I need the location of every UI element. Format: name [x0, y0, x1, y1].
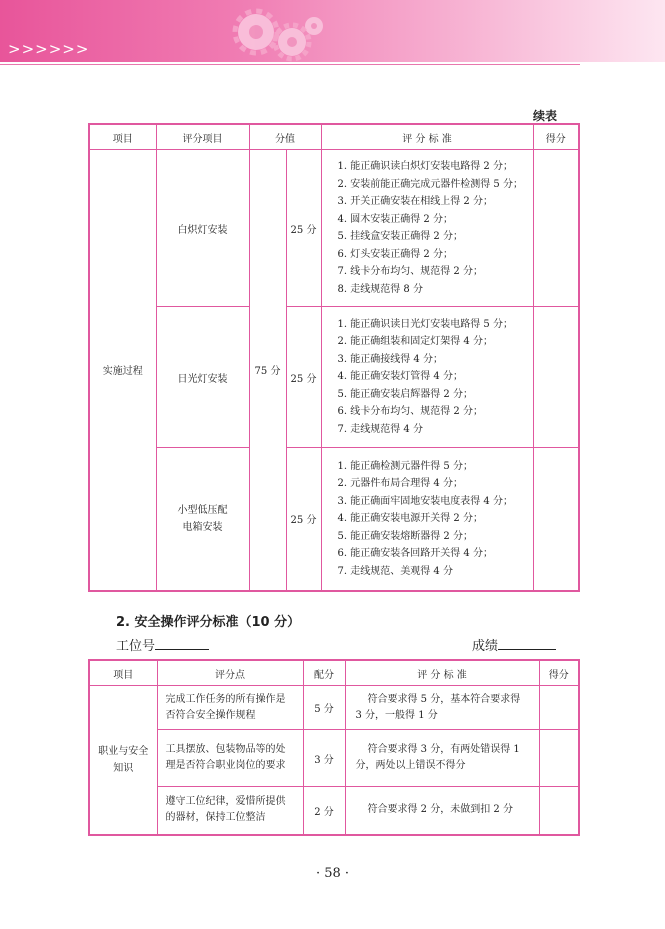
result-label: 成绩: [471, 639, 498, 654]
criteria-line: 6. 能正确安装各回路开关得 4 分；: [337, 548, 493, 559]
criteria-line: 2. 元器件布局合理得 4 分；: [337, 478, 463, 489]
criteria-cell: [321, 448, 533, 591]
criteria-line: 1. 能正确检测元器件得 5 分；: [337, 460, 473, 472]
table-row: [89, 150, 579, 307]
criteria-cell: [321, 307, 533, 448]
criteria-line: 1. 能正确识读白炽灯安装电路得 2 分；: [337, 161, 513, 172]
worker-id-label: 工位号: [116, 639, 156, 654]
point-cell: 遵守工位纪律，爱惜所提供的器材，保持工位整洁: [157, 787, 303, 835]
criteria-line: 5. 能正确安装启辉器得 2 分；: [337, 388, 473, 400]
table-row: [89, 448, 579, 591]
score-entry-cell[interactable]: [539, 730, 579, 787]
project-line: 知识: [113, 762, 134, 774]
table-header-row: [89, 124, 579, 150]
col-header-criteria: 评 分 标 准: [321, 124, 533, 150]
worker-id-blank[interactable]: [155, 635, 209, 650]
page-number: · 58 ·: [315, 866, 350, 881]
criteria-cell: [321, 150, 533, 307]
criteria-line: 2. 能正确组装和固定灯架得 4 分；: [337, 336, 493, 348]
criteria-line: 1. 能正确识读日光灯安装电路得 5 分；: [337, 318, 513, 330]
point-cell: 完成工作任务的所有操作是否符合安全操作规程: [157, 686, 303, 730]
section-title: 2. 安全操作评分标准（10 分）: [116, 615, 301, 630]
item-score-cell: 25 分: [286, 150, 321, 307]
criteria-line: 2. 安装前能正确完成元器件检测得 5 分；: [337, 178, 523, 190]
score-entry-cell[interactable]: [533, 307, 579, 448]
criteria-line: 6. 线卡分布均匀、规范得 2 分；: [337, 406, 483, 418]
score-entry-cell[interactable]: [533, 448, 579, 591]
project-cell: 实施过程: [89, 150, 156, 591]
criteria-line: 5. 挂线盒安装正确得 2 分；: [337, 231, 463, 242]
score-entry-cell[interactable]: [533, 150, 579, 307]
allocation-cell: 3 分: [303, 730, 345, 787]
result-field: [472, 635, 556, 654]
col-header-score: 得分: [539, 660, 579, 686]
col-header-criteria: 评 分 标 准: [345, 660, 539, 686]
criteria-line: 4. 能正确安装电源开关得 2 分；: [337, 513, 483, 524]
criteria-line: 3. 能正确面牢固地安装电度表得 4 分；: [337, 495, 513, 507]
chevron-decoration: >>>>>>: [8, 40, 90, 58]
col-header-value: 分值: [249, 124, 321, 150]
table-row: [89, 730, 579, 787]
criteria-line: 5. 能正确安装熔断器得 2 分；: [337, 530, 473, 542]
criteria-line: 7. 线卡分布均匀、规范得 2 分；: [337, 266, 483, 277]
col-header-project: 项目: [89, 660, 157, 686]
continued-label: 续表: [533, 109, 558, 123]
total-score-cell: 75 分: [249, 150, 286, 591]
allocation-cell: 5 分: [303, 686, 345, 730]
criteria-cell: 符合要求得 5 分，基本符合要求得 3 分，一般得 1 分: [345, 686, 539, 730]
result-blank[interactable]: [498, 635, 556, 650]
col-header-allocation: 配分: [303, 660, 345, 686]
score-entry-cell[interactable]: [539, 787, 579, 835]
col-header-project: 项目: [89, 124, 156, 150]
criteria-line: 6. 灯头安装正确得 2 分；: [337, 248, 453, 260]
col-header-score: 得分: [533, 124, 579, 150]
item-cell: [156, 448, 249, 591]
criteria-line: 4. 圆木安装正确得 2 分；: [337, 213, 453, 225]
point-cell: 工具摆放、包装物品等的处理是否符合职业岗位的要求: [157, 730, 303, 787]
worker-id-field: [116, 635, 209, 654]
criteria-cell: 符合要求得 2 分，未做到扣 2 分: [345, 787, 539, 835]
project-cell: [89, 686, 157, 835]
criteria-line: 3. 开关正确安装在相线上得 2 分；: [337, 196, 493, 207]
col-header-item: 评分项目: [156, 124, 249, 150]
scoring-table-continued: [88, 123, 580, 592]
item-score-cell: 25 分: [286, 448, 321, 591]
header-band: [0, 0, 665, 62]
project-line: 职业与安全: [98, 745, 149, 757]
item-cell: 白炽灯安装: [156, 150, 249, 307]
criteria-line: 7. 走线规范得 4 分: [337, 423, 423, 435]
item-cell: 日光灯安装: [156, 307, 249, 448]
form-fields: [116, 635, 556, 655]
allocation-cell: 2 分: [303, 787, 345, 835]
safety-scoring-table: [88, 659, 580, 836]
item-score-cell: 25 分: [286, 307, 321, 448]
item-line: 小型低压配: [177, 504, 228, 516]
criteria-line: 7. 走线规范、美观得 4 分: [337, 565, 453, 577]
score-entry-cell[interactable]: [539, 686, 579, 730]
table-row: [89, 787, 579, 835]
criteria-cell: 符合要求得 3 分，有两处错误得 1 分，两处以上错误不得分: [345, 730, 539, 787]
table-row: [89, 686, 579, 730]
gears-icon: [222, 8, 332, 64]
col-header-point: 评分点: [157, 660, 303, 686]
table-row: [89, 307, 579, 448]
criteria-line: 4. 能正确安装灯管得 4 分；: [337, 371, 463, 383]
item-line: 电箱安装: [182, 521, 223, 533]
criteria-line: 8. 走线规范得 8 分: [337, 283, 423, 295]
criteria-line: 3. 能正确接线得 4 分；: [337, 353, 443, 365]
table-header-row: [89, 660, 579, 686]
header-rule: [0, 64, 580, 65]
